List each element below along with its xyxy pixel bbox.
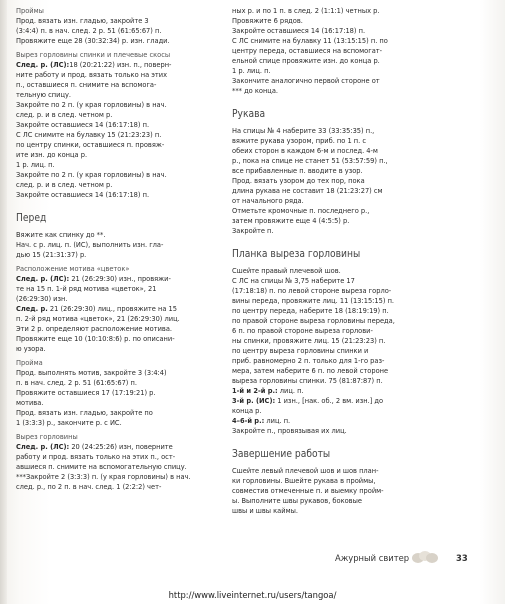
text-line xyxy=(232,496,430,506)
text-line xyxy=(232,466,430,476)
text-run: (3:4:4) п. в нач. след. 2 р. 51 (61:65:67) п. xyxy=(16,26,162,35)
text-run: обеих сторон в каждом 6-м и послед. 4-м xyxy=(232,146,378,155)
text-run: Провяжите 6 рядов. xyxy=(232,16,303,25)
text-line xyxy=(16,482,221,492)
text-line xyxy=(232,156,430,166)
text-line xyxy=(232,46,430,56)
text-run: Планка выреза горловины xyxy=(232,249,361,260)
text-line xyxy=(232,146,430,156)
text-line xyxy=(16,324,221,334)
text-line xyxy=(232,6,430,16)
text-run: 21 (26:29:30) изн., провяжи- xyxy=(69,274,171,283)
text-line xyxy=(16,240,221,250)
text-line xyxy=(16,408,221,418)
text-line xyxy=(232,36,430,46)
text-line xyxy=(232,346,430,356)
text-run: Провяжите оставшиеся 17 (17:19:21) р. xyxy=(16,388,156,397)
text-run: Эти 2 р. определяют расположение мотива. xyxy=(16,324,173,333)
text-run: С ЛС на спицы № 3,75 наберите 17 xyxy=(232,276,355,285)
text-line xyxy=(16,442,221,452)
text-run: центру переда, оставшиеся на вспомогат- xyxy=(232,46,383,55)
text-line xyxy=(232,486,430,496)
section-heading xyxy=(232,108,430,122)
text-line xyxy=(232,166,430,176)
text-run: Провяжите еще 28 (30:32:34) р. изн. глади. xyxy=(16,36,170,45)
text-run: Закройте п., провязывая их лиц. xyxy=(232,426,347,435)
text-line xyxy=(232,86,430,96)
text-run: Вырез горловины xyxy=(16,432,78,441)
text-run: Закройте оставшиеся 14 (16:17:18) п. xyxy=(232,26,366,35)
text-line xyxy=(16,294,221,304)
text-line xyxy=(16,130,221,140)
text-run: след. р. и в след. четном р. xyxy=(16,180,113,189)
text-run: Закройте оставшиеся 14 (16:17:18) п. xyxy=(16,120,150,129)
text-run: ***Закройте 2 (3:3:3) п. (у края горловины) в нач. xyxy=(16,472,191,481)
text-run: Прод. выполнять мотив, закройте 3 (3:4:4) xyxy=(16,368,167,377)
text-run: Провяжите еще 10 (10:10:8:6) р. по описани- xyxy=(16,334,175,343)
text-run: Пройма xyxy=(16,358,43,367)
text-run: от начального ряда. xyxy=(232,196,304,205)
text-line xyxy=(232,416,430,426)
bold-label: След. р. (ЛС): xyxy=(16,274,70,283)
text-run: по центру переда, наберите 18 (18:19:19) п. xyxy=(232,306,389,315)
text-run: Нач. с р. лиц. п. (ИС), выполнить изн. гла- xyxy=(16,240,164,249)
text-run: мотива. xyxy=(16,398,44,407)
bold-label: 4–6-й р.: xyxy=(232,416,265,425)
text-line xyxy=(16,190,221,200)
text-line xyxy=(16,398,221,408)
text-line xyxy=(16,452,221,462)
text-run: ите изн. до конца р. xyxy=(16,150,88,159)
text-run: Вырез горловины спинки и плечевые скосы xyxy=(16,50,171,59)
bold-label: След. р. xyxy=(16,304,48,313)
text-run: 1 р. лиц. п. xyxy=(232,66,271,75)
text-run: С ЛС снимите на булавку 15 (21:23:23) п. xyxy=(16,130,162,139)
text-run: (17:18:18) п. по левой стороне выреза горло- xyxy=(232,286,392,295)
text-line xyxy=(16,26,221,36)
right-column xyxy=(232,6,430,516)
text-run: *** до конца. xyxy=(232,86,279,95)
text-run: Закройте по 2 п. (у края горловины) в нач. xyxy=(16,100,167,109)
text-run: 21 (26:29:30) лиц., провяжите на 15 xyxy=(47,304,177,313)
text-line xyxy=(232,386,430,396)
text-run: вины переда, провяжите лиц. 11 (13:15:15) п. xyxy=(232,296,395,305)
text-run: по центру выреза горловины спинки и xyxy=(232,346,369,355)
text-run: 6 п. по правой стороне выреза горлови- xyxy=(232,326,373,335)
text-line xyxy=(16,284,221,294)
text-line xyxy=(16,314,221,324)
text-run: Проймы xyxy=(16,6,44,15)
text-run: 1 изн., [нак. об., 2 вм. изн.] до xyxy=(275,396,384,405)
text-run: На спицы № 4 наберите 33 (33:35:35) п., xyxy=(232,126,375,135)
section-heading xyxy=(232,448,430,462)
text-line xyxy=(16,160,221,170)
text-line xyxy=(232,56,430,66)
text-run: Прод. вязать изн. гладью, закройте по xyxy=(16,408,153,417)
text-run: Закройте по 2 п. (у края горловины) в нач. xyxy=(16,170,167,179)
subsection-heading xyxy=(16,264,221,274)
section-heading xyxy=(232,248,430,262)
text-line xyxy=(232,396,430,406)
subsection-heading xyxy=(16,358,221,368)
text-line xyxy=(232,226,430,236)
text-run: ки горловины. Вшейте рукава в проймы, xyxy=(232,476,376,485)
text-line xyxy=(232,426,430,436)
text-run: 1 (3:3:3) р., закончите р. с ИС. xyxy=(16,418,122,427)
text-line xyxy=(16,80,221,90)
subsection-heading xyxy=(16,6,221,16)
text-line xyxy=(16,274,221,284)
text-run: р., пока на спице не станет 51 (53:57:59) п., xyxy=(232,156,388,165)
text-line xyxy=(16,368,221,378)
text-run: (26:29:30) изн. xyxy=(16,294,68,303)
text-line xyxy=(232,296,430,306)
text-run: тельную спицу. xyxy=(16,90,72,99)
text-run: Сшейте левый плечевой шов и шов план- xyxy=(232,466,379,475)
text-run: приб. равномерно 2 п. только для 1-го раз- xyxy=(232,356,385,365)
text-run: ю узора. xyxy=(16,344,46,353)
spacer xyxy=(232,236,430,248)
text-run: Сшейте правый плечевой шов. xyxy=(232,266,341,275)
spacer xyxy=(16,200,221,212)
text-line xyxy=(16,170,221,180)
text-run: ельной спице провяжите изн. до конца р. xyxy=(232,56,380,65)
text-line xyxy=(232,326,430,336)
bold-label: След. р. (ЛС): xyxy=(16,442,70,451)
text-line xyxy=(232,506,430,516)
text-run: мера, затем наберите 6 п. по левой стороне xyxy=(232,366,389,375)
text-run: ных р. и по 1 п. в след. 2 (1:1:1) четных р. xyxy=(232,6,380,15)
text-line xyxy=(232,266,430,276)
text-run: ны спинки, провяжите лиц. 15 (21:23:23) п. xyxy=(232,336,386,345)
binding-shadow xyxy=(0,0,7,604)
left-column xyxy=(16,6,221,492)
text-line xyxy=(16,344,221,354)
text-line xyxy=(232,336,430,346)
text-line xyxy=(16,110,221,120)
text-line xyxy=(16,472,221,482)
text-run: Отметьте кромочные п. последнего р., xyxy=(232,206,370,215)
text-run: дью 15 (21:31:37) р. xyxy=(16,250,87,259)
text-line xyxy=(16,378,221,388)
text-line xyxy=(232,356,430,366)
text-line xyxy=(232,66,430,76)
spacer xyxy=(232,96,430,108)
text-run: те на 15 п. 1-й ряд мотива «цветок», 21 xyxy=(16,284,157,293)
text-run: п. 2-й ряд мотива «цветок», 21 (26:29:30) лиц. xyxy=(16,314,180,323)
text-line xyxy=(232,366,430,376)
text-line xyxy=(16,388,221,398)
text-line xyxy=(232,196,430,206)
text-line xyxy=(232,26,430,36)
text-line xyxy=(232,176,430,186)
text-line xyxy=(232,186,430,196)
text-line xyxy=(16,100,221,110)
text-line xyxy=(232,136,430,146)
text-run: Прод. вязать узором до тех пор, пока xyxy=(232,176,365,185)
text-line xyxy=(16,120,221,130)
text-run: Закройте оставшиеся 14 (16:17:18) п. xyxy=(16,190,150,199)
text-run: затем провяжите еще 4 (4:5:5) р. xyxy=(232,216,350,225)
text-run: Закройте п. xyxy=(232,226,274,235)
text-line xyxy=(16,150,221,160)
text-run: Вяжите как спинку до **. xyxy=(16,230,106,239)
footer-title: Ажурный свитер xyxy=(335,553,410,563)
text-line xyxy=(232,376,430,386)
text-run: Прод. вязать изн. гладью, закройте 3 xyxy=(16,16,149,25)
text-run: работу и прод. вязать только на этих п., ост- xyxy=(16,452,176,461)
text-line xyxy=(16,250,221,260)
bold-label: 1-й и 2-й р.: xyxy=(232,386,278,395)
text-run: п., оставшиеся п. снимите на вспомога- xyxy=(16,80,157,89)
subsection-heading xyxy=(16,432,221,442)
text-line xyxy=(232,306,430,316)
text-line xyxy=(232,316,430,326)
text-line xyxy=(16,304,221,314)
text-run: С ЛС снимите на булавку 11 (13:15:15) п. по xyxy=(232,36,388,45)
text-run: след. р. и в след. четном р. xyxy=(16,110,113,119)
text-line xyxy=(16,334,221,344)
text-line xyxy=(16,418,221,428)
text-line xyxy=(232,16,430,26)
text-run: 20 (24:25:26) изн, поверните xyxy=(69,442,173,451)
text-line xyxy=(232,216,430,226)
text-line xyxy=(232,126,430,136)
text-line xyxy=(16,462,221,472)
text-run: ните работу и прод. вязать только на этих xyxy=(16,70,168,79)
text-line xyxy=(232,476,430,486)
text-run: швы и швы каймы. xyxy=(232,506,298,515)
watermark-url: http://www.liveinternet.ru/users/tangoa/ xyxy=(168,590,337,600)
text-run: Расположение мотива «цветок» xyxy=(16,264,130,273)
text-line xyxy=(232,206,430,216)
text-line xyxy=(232,406,430,416)
text-run: совместив отмеченные п. и выемку пройм- xyxy=(232,486,384,495)
text-run: вяжите рукава узором, приб. по 1 п. с xyxy=(232,136,367,145)
flower-ornament-icon xyxy=(410,550,440,564)
text-run: лиц. п. xyxy=(277,386,304,395)
text-run: по правой стороне выреза горловины переда, xyxy=(232,316,395,325)
text-run: 1 р. лиц. п. xyxy=(16,160,55,169)
text-run: конца р. xyxy=(232,406,262,415)
text-line xyxy=(16,230,221,240)
text-run: п. в нач. след. 2 р. 51 (61:65:67) п. xyxy=(16,378,137,387)
text-line xyxy=(16,180,221,190)
text-run: Рукава xyxy=(232,109,266,120)
text-run: по центру спинки, оставшиеся п. провяж- xyxy=(16,140,165,149)
text-run: лиц. п. xyxy=(264,416,291,425)
text-line xyxy=(16,60,221,70)
section-heading xyxy=(16,212,221,226)
page-number: 33 xyxy=(456,553,468,563)
text-run: авшиеся п. снимите на вспомогательную спицу. xyxy=(16,462,187,471)
text-line xyxy=(16,90,221,100)
bold-label: 3-й р. (ИС): xyxy=(232,396,276,405)
spacer xyxy=(232,436,430,448)
text-line xyxy=(16,70,221,80)
text-line xyxy=(16,140,221,150)
text-run: 18 (20:21:22) изн. п., поверн- xyxy=(69,60,172,69)
text-run: след. р., по 2 п. в нач. след. 1 (2:2:2) чет- xyxy=(16,482,162,491)
text-line xyxy=(16,16,221,26)
text-run: Закончите аналогично первой стороне от xyxy=(232,76,380,85)
text-run: выреза горловины спинки. 75 (81:87:87) п. xyxy=(232,376,383,385)
text-run: длина рукава не составит 18 (21:23:27) см xyxy=(232,186,383,195)
text-line xyxy=(232,76,430,86)
text-line xyxy=(232,286,430,296)
text-run: ы. Выполните швы рукавов, боковые xyxy=(232,496,362,505)
text-line xyxy=(232,276,430,286)
subsection-heading xyxy=(16,50,221,60)
text-run: Перед xyxy=(16,213,47,224)
text-line xyxy=(16,36,221,46)
bold-label: След. р. (ЛС): xyxy=(16,60,70,69)
text-run: все прибавленные п. вводите в узор. xyxy=(232,166,363,175)
text-run: Завершение работы xyxy=(232,449,331,460)
